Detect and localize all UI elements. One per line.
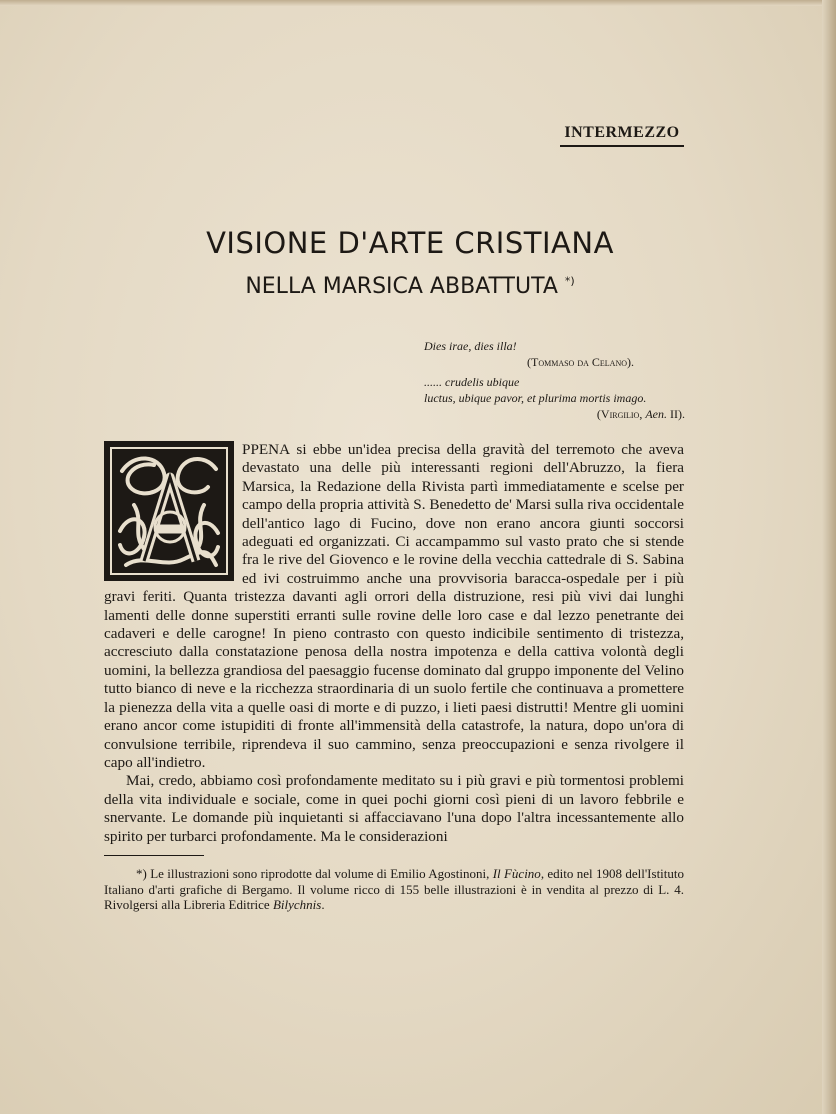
ornamental-initial-a-icon [104, 441, 234, 581]
epigraph-citation: (Tommaso da Celano). [527, 355, 634, 369]
epigraph-virgilio [424, 374, 689, 422]
footnote-marker: *) [564, 274, 575, 288]
epigraph-line: Dies irae, dies illa! [424, 339, 517, 353]
epigraph-line: luctus, ubique pavor, et plurima mortis imago. [424, 391, 647, 405]
footnote: *) Le illustrazioni sono riprodotte dal volume di Emilio Agostinoni, Il Fùcino, edito nel 1908 dell'Istituto Italiano d'arti grafiche di Bergamo. Il volume ricco di 155 belle illustrazioni è in vendita al prezzo di L. 4. Rivolgersi alla Libreria Editrice Bilychnis. [104, 866, 685, 912]
article-subtitle: NELLA MARSICA ABBATTUTA *) [245, 274, 575, 299]
epigraph-citation: (Virgilio, Aen. II). [596, 407, 685, 421]
publisher-name: Bilychnis [272, 897, 322, 912]
footnote-mark: *) [136, 866, 147, 881]
epigraph-line: ...... crudelis ubique [424, 375, 520, 389]
paragraph: PPENA si ebbe un'idea precisa della gravità del terremoto che aveva devastato una delle più interessanti regioni dell'Abruzzo, la fiera Marsica, la Redazione della Rivista partì immediatamente e scelse per campo della propria attività S. Benedetto de' Marsi sulla riva occidentale dell'antico lago di Fucino, dove non erano ancora giunti soccorsi adeguati ed organizzati. Ci accampammo sul vasto prato che si stende fra le rive del Giovenco e le rovine della vecchia cattedrale di S. Sabina ed ivi costruimmo anche una provvisoria baracca-ospedale per i più gravi feriti. Quanta tristezza davanti agli orrori della distruzione, resi più vivi dai lunghi lamenti delle donne superstiti erranti sulle rovine delle loro case e dal lezzo penetrante dei cadaveri e delle carogne! In pieno contrasto con questo indicibile sentimento di tristezza, accresciuto dalla constatazione penosa della nostra impotenza e della cattiva volontà degli uomini, la bellezza grandiosa del paesaggio fucense dominato dal gruppo imponente del Velino tutto bianco di neve e la ricchezza straordinaria di un suolo fertile che continuava a promettere la pienezza della vita a quelle oasi di morte e di puzzo, i lieti paesi distrutti! Mentre gli uomini erano ancor come istupiditi di fronte all'immensità della catastrofe, la natura, dopo un'ora di convulsione terribile, riprendeva il suo cammino, senza preoccupazioni e senza rivolgere il capo all'indietro. [104, 441, 684, 771]
section-label: INTERMEZZO [560, 124, 684, 147]
article-title: VISIONE D'ARTE CRISTIANA [206, 226, 614, 260]
book-title: Il Fùcino [492, 866, 541, 881]
paragraph: Mai, credo, abbiamo così profondamente meditato su i più gravi e più tormentosi problemi della vita individuale e sociale, come in quei pochi giorni così pieni di un lavoro febbrile e snervante. Le domande più inquietanti si affacciavano l'una dopo l'altra incessantemente allo spirito per turbarci profondamente. Ma le considerazioni [104, 772, 684, 845]
footnote-divider [104, 855, 204, 856]
page-right-edge [822, 0, 836, 1114]
epigraph-celano [424, 338, 684, 370]
article-body [104, 441, 684, 846]
page-top-edge [0, 0, 836, 6]
first-word: PPENA [242, 441, 291, 458]
